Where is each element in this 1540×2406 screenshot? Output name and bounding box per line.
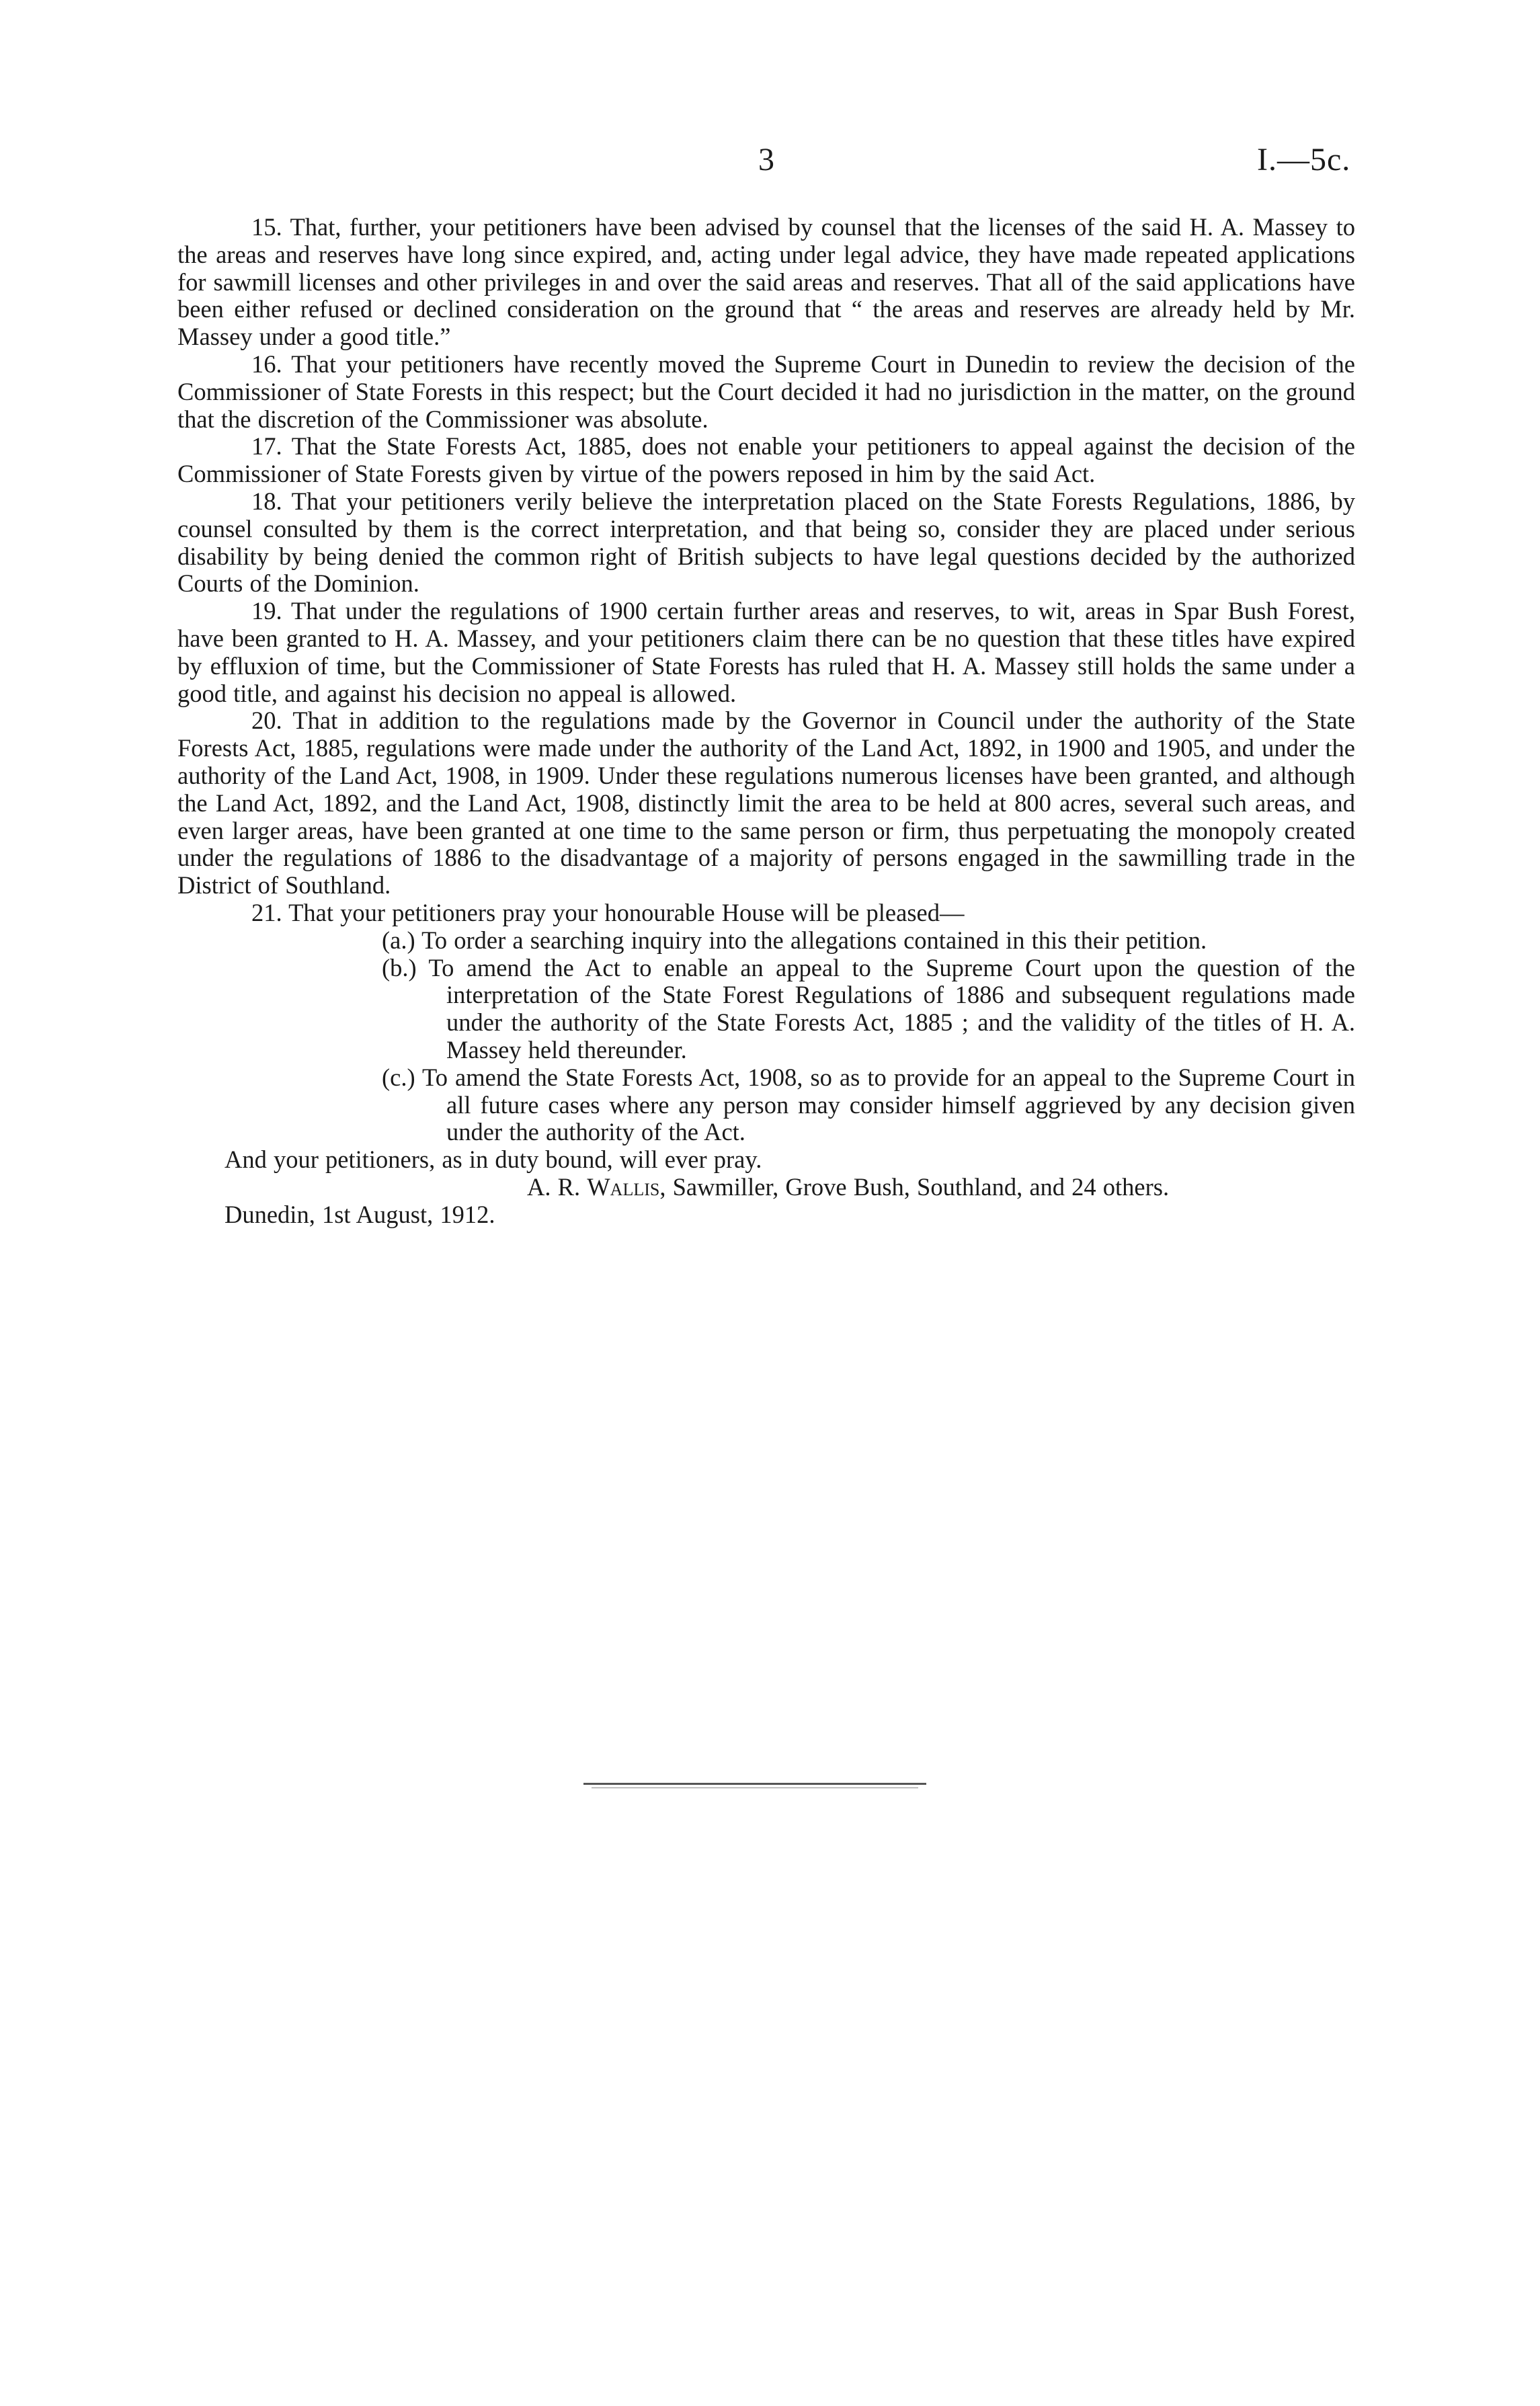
paragraph-18: 18. That your petitioners verily believe the interpretation placed on the State Forests Regulations, 1886, by counsel consulted by them is the correct interpretation, and that being so, consider they are placed under serious disability by being denied the common right of British subjects to have legal questions decided by the authorized Courts of the Dominion. <box>177 487 1355 598</box>
paragraph-16: 16. That your petitioners have recently moved the Supreme Court in Dunedin to review the decision of the Commissioner of State Forests in this respect; but the Court decided it had no jurisdiction in the matter, on the ground that the discretion of the Commissioner was absolute. <box>177 350 1355 433</box>
prayer-item-text: To amend the State Forests Act, 1908, so as to provide for an appeal to the Supreme Court in all future cases where any person may consider himself aggrieved by any decision given under the authority of the Act. <box>422 1063 1356 1146</box>
paragraph-15: 15. That, further, your petitioners have been advised by counsel that the licenses of the said H. A. Massey to the areas and reserves have long since expired, and, acting under legal advice, they have made repeated applications for sawmill licenses and other privileges in and over the said areas and reserves. That all of the said applications have been either refused or declined consideration on the ground that “ the areas and reserves are already held by Mr. Massey under a good title.” <box>177 213 1355 351</box>
prayer-item-b <box>177 955 1355 1064</box>
prayer-item-c <box>177 1064 1355 1146</box>
page-number: 3 <box>758 142 774 177</box>
petition-body <box>177 214 1355 1228</box>
prayer-item-text: To order a searching inquiry into the allegations contained in this their petition. <box>421 926 1207 954</box>
prayer-item-a <box>177 927 1355 955</box>
prayer-item-label: (a.) <box>382 926 415 954</box>
prayer-item-label: (c.) <box>382 1063 415 1091</box>
signature-name: Wallis <box>587 1172 660 1201</box>
closing-line: And your petitioners, as in duty bound, will ever pray. <box>225 1146 762 1174</box>
prayer-item-text: To amend the Act to enable an appeal to the Supreme Court upon the question of the interpretation of the State Forest Regulations of 1886 and subsequent regulations made under the authority of the State Forests Act, 1885 ; and the validity of the titles of H. A. Massey held thereunder. <box>428 953 1355 1064</box>
paragraph-19: 19. That under the regulations of 1900 certain further areas and reserves, to wit, areas in Spar Bush Forest, have been granted to H. A. Massey, and your petitioners claim there can be no question that these titles have expired by effluxion of time, but the Commissioner of State Forests has ruled that H. A. Massey still holds the same under a good title, and against his decision no appeal is allowed. <box>177 597 1355 707</box>
signature-details: , Sawmiller, Grove Bush, Southland, and 24 others. <box>659 1172 1170 1201</box>
paragraph-21: 21. That your petitioners pray your honourable House will be pleased— <box>251 898 965 926</box>
date-line: Dunedin, 1st August, 1912. <box>225 1200 495 1228</box>
signature-initials: A. R. <box>527 1172 581 1201</box>
paragraph-20: 20. That in addition to the regulations made by the Governor in Council under the authority of the State Forests Act, 1885, regulations were made under the authority of the Land Act, 1892, in 1900 and 1905, and under the authority of the Land Act, 1908, in 1909. Under these regulations numerous licenses have been granted, and although the Land Act, 1892, and the Land Act, 1908, distinctly limit the area to be held at 800 acres, several such areas, and even larger areas, have been granted at one time to the same person or firm, thus perpetuating the monopoly created under the regulations of 1886 to the disadvantage of a majority of persons engaged in the sawmilling trade in the District of Southland. <box>177 707 1355 899</box>
end-rule <box>583 1783 926 1785</box>
signature-line <box>177 1174 1355 1201</box>
prayer-item-label: (b.) <box>382 953 417 981</box>
paragraph-17: 17. That the State Forests Act, 1885, does not enable your petitioners to appeal against the decision of the Commissioner of State Forests given by virtue of the powers reposed in him by the said Act. <box>177 432 1355 488</box>
document-reference: I.—5c. <box>1257 142 1351 177</box>
